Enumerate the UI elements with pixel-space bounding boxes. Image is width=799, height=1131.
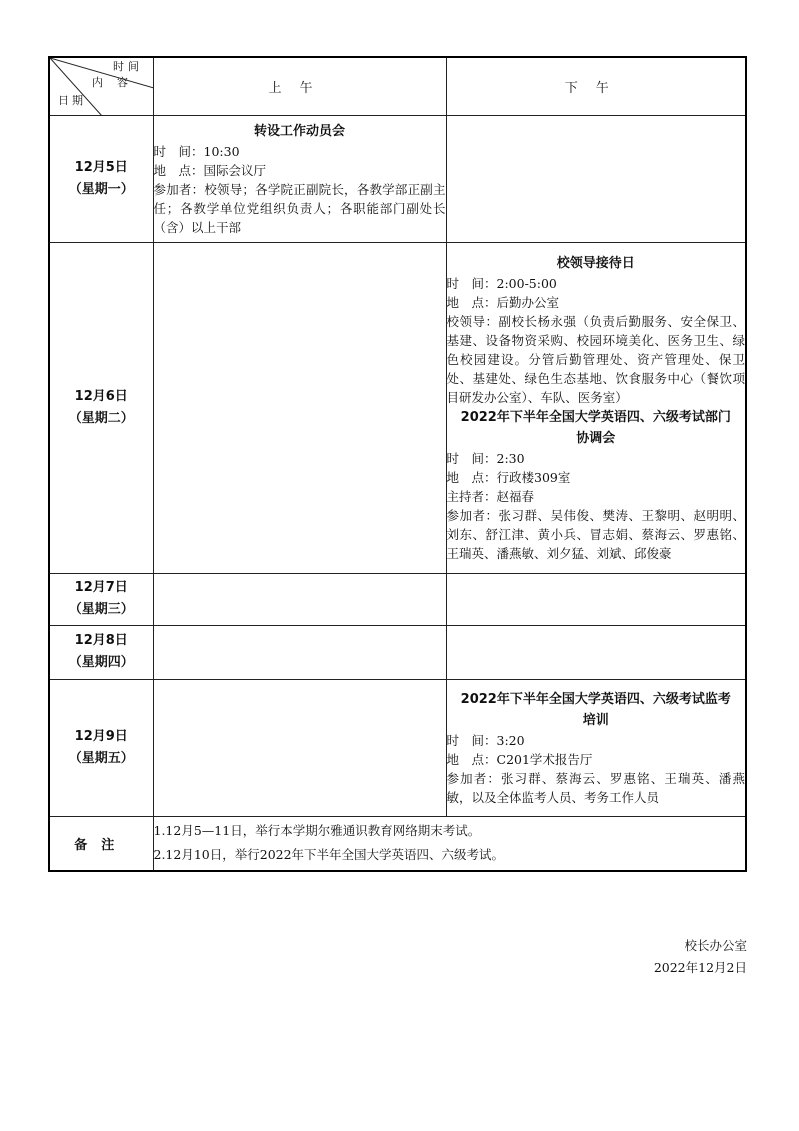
corner-time-label: 时间 bbox=[113, 60, 143, 73]
corner-content-label: 内容 bbox=[92, 76, 142, 89]
morning-cell bbox=[153, 625, 446, 679]
weekday-label: （星期五） bbox=[68, 750, 134, 766]
schedule-table bbox=[48, 56, 747, 872]
morning-cell bbox=[153, 115, 446, 242]
afternoon-cell bbox=[446, 115, 746, 242]
weekday-label: （星期三） bbox=[68, 602, 134, 617]
remarks-row bbox=[49, 816, 746, 871]
weekday-label: （星期一） bbox=[68, 181, 134, 197]
date-cell bbox=[49, 115, 153, 242]
afternoon-cell bbox=[446, 679, 746, 816]
table-row bbox=[49, 242, 746, 573]
date-cell bbox=[49, 573, 153, 625]
event-title: 2022年下半年全国大学英语四、六级考试监考培训 bbox=[460, 691, 731, 728]
event-title: 2022年下半年全国大学英语四、六级考试部门协调会 bbox=[460, 409, 731, 446]
afternoon-cell bbox=[446, 573, 746, 625]
corner-header-cell bbox=[49, 57, 153, 115]
table-row bbox=[49, 115, 746, 242]
event-participants: 参加者：校领导；各学院正副院长，各教学部正副主任；各教学单位党组织负责人；各职能部门副处长（含）以上干部 bbox=[153, 181, 446, 235]
morning-cell bbox=[153, 573, 446, 625]
event-location: 地 点：国际会议厅 bbox=[153, 162, 267, 178]
event-leader: 校领导：副校长杨永强（负责后勤服务、安全保卫、基建、设备物资采购、校园环境美化、医务卫生、绿色校园建设。分管后勤管理处、资产管理处、保卫处、基建处、绿色生态基地、饮食服务中心（餐饮项目研发办公室）、车队、医务室） bbox=[446, 313, 745, 405]
date-label: 12月9日 bbox=[74, 728, 128, 744]
header-row bbox=[49, 57, 746, 115]
event-participants: 参加者：张习群、蔡海云、罗惠铭、王瑞英、潘燕敏，以及全体监考人员、考务工作人员 bbox=[446, 770, 745, 805]
date-label: 12月8日 bbox=[74, 633, 128, 648]
event-location: 地 点：行政楼309室 bbox=[446, 469, 571, 485]
afternoon-cell bbox=[446, 242, 746, 573]
remark-item: 2.12月10日，举行2022年下半年全国大学英语四、六级考试。 bbox=[153, 847, 505, 863]
date-cell bbox=[49, 679, 153, 816]
event-time: 时 间：10:30 bbox=[153, 143, 240, 159]
event-location: 地 点：后勤办公室 bbox=[446, 294, 560, 310]
date-label: 12月7日 bbox=[74, 580, 128, 595]
event-location: 地 点：C201学术报告厅 bbox=[446, 751, 593, 767]
event-time: 时 间：2:00-5:00 bbox=[446, 275, 557, 291]
issue-date: 2022年12月2日 bbox=[653, 960, 747, 975]
event-participants: 参加者：张习群、吴伟俊、樊涛、王黎明、赵明明、刘东、舒江津、黄小兵、冒志娟、蔡海云、罗惠铭、王瑞英、潘燕敏、刘夕猛、刘斌、邱俊豪 bbox=[446, 507, 745, 561]
remarks-label: 备注 bbox=[49, 816, 153, 871]
event-title: 校领导接待日 bbox=[556, 255, 635, 271]
table-row bbox=[49, 573, 746, 625]
table-row bbox=[49, 625, 746, 679]
remark-item: 1.12月5—11日，举行本学期尔雅通识教育网络期末考试。 bbox=[153, 823, 481, 839]
issuing-office: 校长办公室 bbox=[684, 938, 747, 953]
weekday-label: （星期二） bbox=[68, 410, 134, 426]
event-time: 时 间：3:20 bbox=[446, 732, 525, 748]
date-label: 12月5日 bbox=[74, 159, 128, 175]
weekday-label: （星期四） bbox=[68, 655, 134, 670]
event-time: 时 间：2:30 bbox=[446, 450, 525, 466]
event-host: 主持者：赵福春 bbox=[446, 488, 535, 504]
event-title: 转设工作动员会 bbox=[253, 123, 345, 139]
date-cell bbox=[49, 625, 153, 679]
morning-cell bbox=[153, 679, 446, 816]
afternoon-cell bbox=[446, 625, 746, 679]
remarks-cell bbox=[153, 816, 746, 871]
corner-date-label: 日期 bbox=[58, 94, 86, 107]
table-row bbox=[49, 679, 746, 816]
morning-cell bbox=[153, 242, 446, 573]
afternoon-header: 下午 bbox=[446, 57, 746, 115]
morning-header: 上午 bbox=[153, 57, 446, 115]
date-label: 12月6日 bbox=[74, 388, 128, 404]
date-cell bbox=[49, 242, 153, 573]
